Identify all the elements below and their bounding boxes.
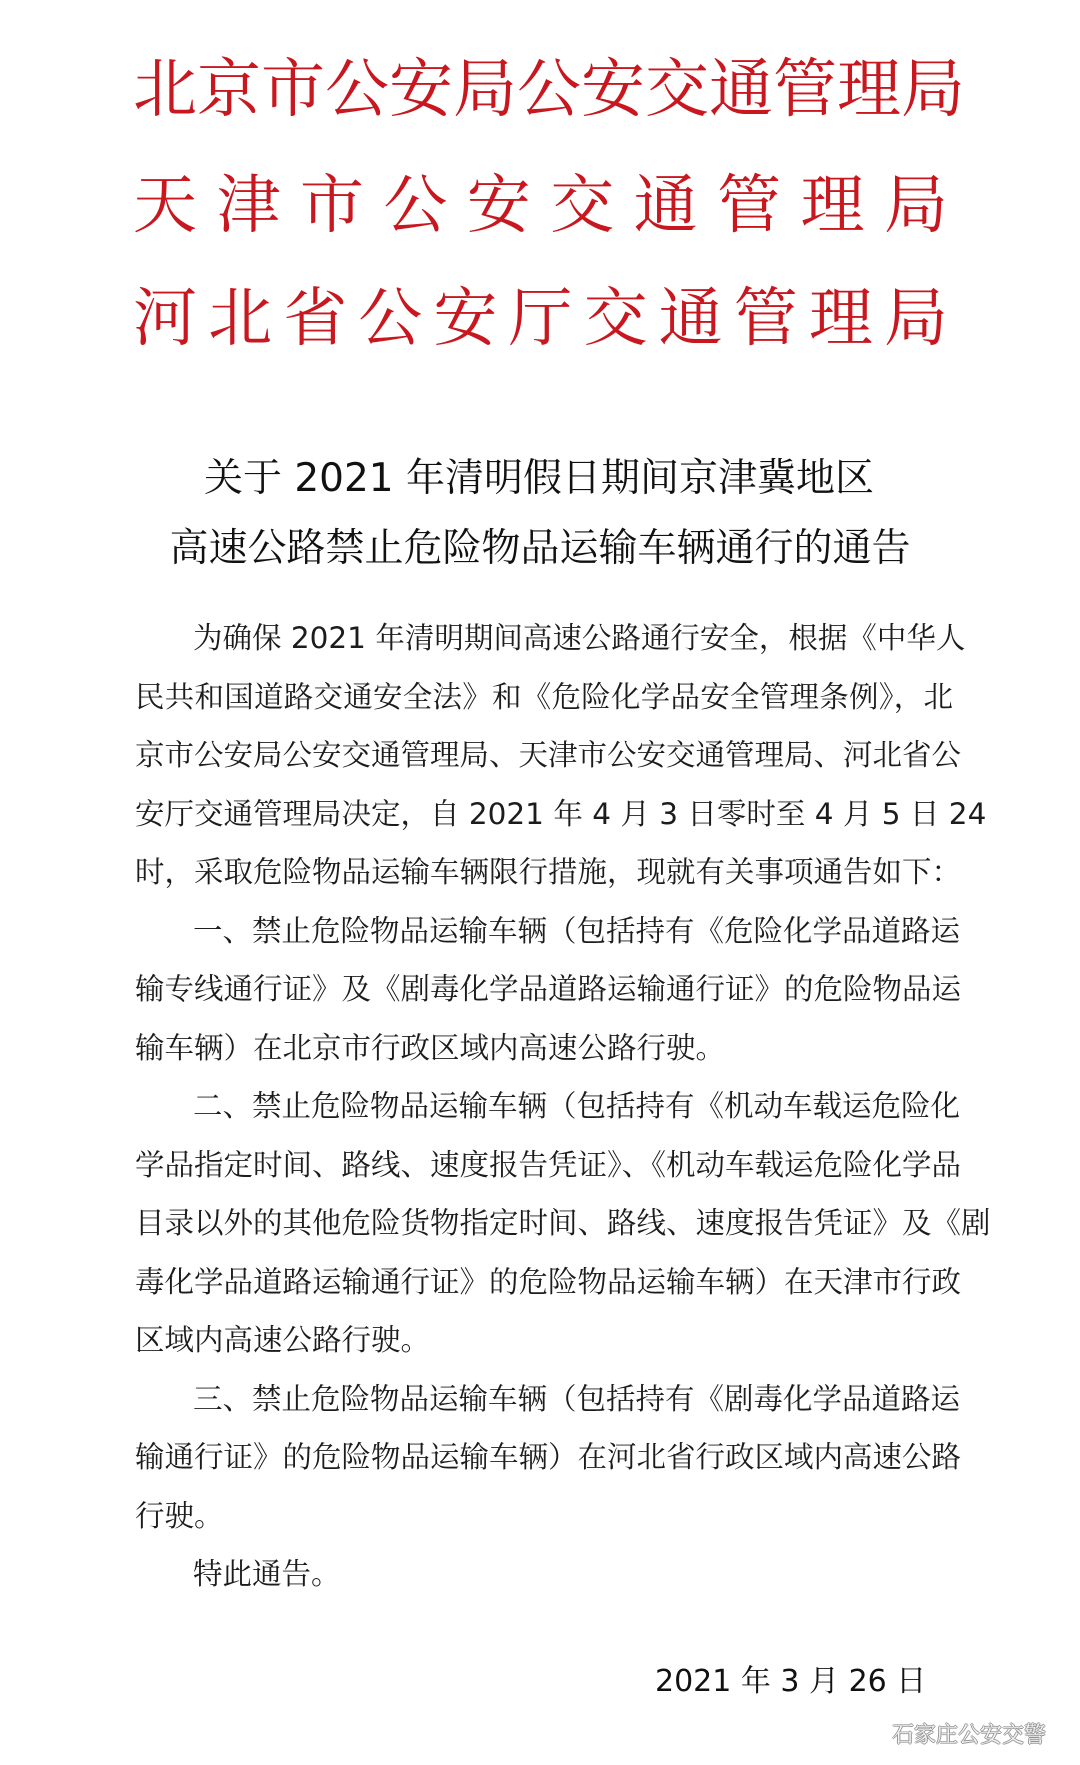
issuer-char: 津 [216, 169, 281, 243]
issuer-char: 安 [433, 282, 498, 356]
issuer-char: 交 [645, 53, 709, 127]
issuer-char: 局 [883, 282, 948, 356]
issuer-char: 安 [389, 53, 453, 127]
body-line: 安厅交通管理局决定，自 2021 年 4 月 3 日零时至 4 月 5 日 24 [135, 796, 987, 831]
issuer-line-tianjin [133, 171, 948, 241]
closing-line: 特此通告。 [193, 1557, 341, 1591]
body-line: 二、禁止危险物品运输车辆（包括持有《机动车载运危险化 [193, 1089, 961, 1123]
issuer-line-beijing [133, 53, 965, 127]
body-line: 为确保 2021 年清明期间高速公路通行安全，根据《中华人 [193, 621, 966, 655]
issuer-char: 通 [709, 53, 773, 127]
issuer-char: 交 [583, 282, 648, 356]
body-line: 输通行证》的危险物品运输车辆）在河北省行政区域内高速公路 [135, 1440, 962, 1474]
issuer-char: 安 [466, 169, 531, 243]
issuer-char: 局 [453, 53, 517, 127]
issuer-char: 安 [581, 53, 645, 127]
issuer-char: 管 [733, 282, 798, 356]
issuer-char: 局 [901, 53, 965, 127]
issue-date: 2021 年 3 月 26 日 [655, 1664, 927, 1699]
body-line: 一、禁止危险物品运输车辆（包括持有《危险化学品道路运 [193, 913, 961, 948]
issuer-char: 京 [197, 53, 261, 127]
issuer-char: 理 [800, 169, 865, 243]
body-line: 学品指定时间、路线、速度报告凭证》、《机动车载运危险化学品 [135, 1147, 962, 1182]
issuer-char: 管 [717, 169, 782, 243]
notice-title-line-1: 关于 2021 年清明假日期间京津冀地区 [203, 456, 875, 501]
issuer-char: 通 [658, 282, 723, 356]
issuer-char: 厅 [508, 282, 573, 356]
issuer-char: 公 [383, 169, 448, 243]
issuer-char: 省 [283, 282, 348, 356]
issuer-char: 公 [325, 53, 389, 127]
body-line: 京市公安局公安交通管理局、天津市公安交通管理局、河北省公 [135, 738, 962, 772]
body-line: 输专线通行证》及《剧毒化学品道路运输通行证》的危险物品运 [135, 972, 962, 1006]
notice-title-line-2: 高速公路禁止危险物品运输车辆通行的通告 [169, 526, 911, 571]
issuer-char: 管 [773, 53, 837, 127]
body-line: 毒化学品道路运输通行证》的危险物品运输车辆）在天津市行政 [135, 1264, 962, 1299]
issuer-char: 北 [133, 53, 197, 127]
issuer-char: 公 [517, 53, 581, 127]
issuer-char: 理 [837, 53, 901, 127]
issuer-char: 理 [808, 282, 873, 356]
body-line: 时，采取危险物品运输车辆限行措施，现就有关事项通告如下： [135, 855, 962, 889]
issuer-char: 市 [299, 169, 364, 243]
issuer-char: 河 [133, 282, 197, 356]
body-line: 三、禁止危险物品运输车辆（包括持有《剧毒化学品道路运 [193, 1381, 961, 1416]
body-line: 民共和国道路交通安全法》和《危险化学品安全管理条例》，北 [135, 679, 953, 714]
issuer-char: 通 [633, 169, 698, 243]
issuer-line-hebei [133, 284, 948, 354]
source-watermark: 石家庄公安交警 [892, 1723, 1047, 1748]
body-line: 输车辆）在北京市行政区域内高速公路行驶。 [135, 1030, 726, 1065]
body-line: 行驶。 [135, 1498, 224, 1533]
issuer-char: 天 [133, 169, 197, 243]
issuer-char: 局 [883, 169, 948, 243]
body-line: 区域内高速公路行驶。 [135, 1323, 431, 1357]
issuer-char: 交 [550, 169, 615, 243]
body-line: 目录以外的其他危险货物指定时间、路线、速度报告凭证》及《剧 [135, 1206, 991, 1240]
issuer-char: 市 [261, 53, 325, 127]
issuer-char: 公 [358, 282, 423, 356]
issuer-char: 北 [208, 282, 273, 356]
